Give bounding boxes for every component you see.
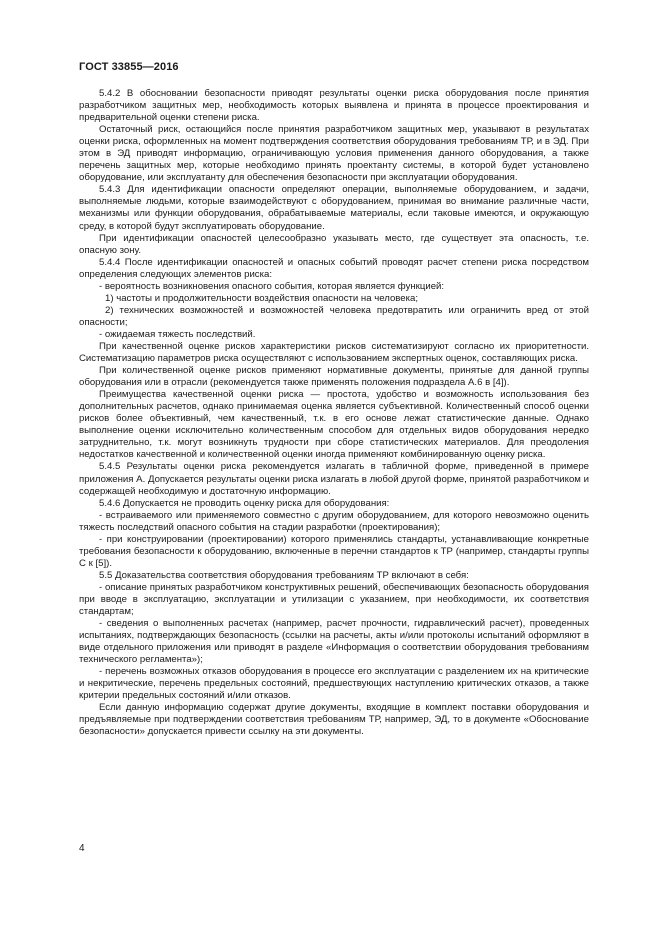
- list-item: - вероятность возникновения опасного события, которая является функцией:: [99, 280, 445, 292]
- paragraph-5-4-2: 5.4.2 В обосновании безопасности приводят результаты оценки риска оборудования после принятия разработчиком защитных мер, необходимость которых выявлена и принята в процессе проектирования и предварительной оценки степени риска.: [79, 88, 589, 124]
- list-item: 2) технических возможностей и возможностей человека предотвратить или ограничить вред от этой опасности;: [79, 304, 589, 328]
- paragraph-danger-zone: При идентификации опасностей целесообразно указывать место, где существует эта опасность, т.е. опасную зону.: [79, 232, 589, 256]
- paragraph-5-4-5: 5.4.5 Результаты оценки риска рекомендуется излагать в табличной форме, приведенной в примере приложения А. Допускается результаты оценки риска излагать в любой другой форме, принятой разработчиком и содержащей необходимую и достаточную информацию.: [79, 461, 589, 497]
- standard-header: ГОСТ 33855—2016: [79, 61, 179, 73]
- list-item: - встраиваемого или применяемого совместно с другим оборудованием, для которого невозможно оценить тяжесть последствий опасного события на стадии разработки (проектирования);: [79, 509, 589, 533]
- paragraph-5-4-3: 5.4.3 Для идентификации опасности определяют операции, выполняемые оборудованием, и задачи, выполняемые людьми, которые взаимодействуют с оборудованием, принимая во внимание различные части, механизмы или функции оборудования, обрабатываемые материалы, если таковые имеются, и окружающую среду, в которой будут эксплуатировать оборудование.: [79, 184, 589, 232]
- list-item: - описание принятых разработчиком конструктивных решений, обеспечивающих безопасность оборудования при вводе в эксплуатацию, эксплуатации и утилизации с указанием, при необходимости, их соответствия стандартам;: [79, 581, 589, 618]
- paragraph-advantages: Преимущества качественной оценки риска — простота, удобство и возможность использования без дополнительных расчетов, однако принимаемая оценка является субъективной. Количественный способ оценки рисков более объективный, чем качественный, т.к. в его основе лежат статистические данные. Однако выполнение оценки исключительно количественным способом для отдельных видов оборудования нередко затруднительно, т.к. могут возникнуть трудности при сборе статистических материалов. Для преодоления недостатков качественной и количественной оценки иногда применяют комбинированную оценку риска.: [79, 389, 589, 461]
- body-text: [79, 88, 589, 739]
- paragraph-5-5: 5.5 Доказательства соответствия оборудования требованиям ТР включают в себя:: [99, 569, 469, 581]
- list-item: - при конструировании (проектировании) которого применялись стандарты, устанавливающие конкретные требования безопасности к оборудованию, включенные в перечни стандартов к ТР (например, стандарты группы С к [5]).: [79, 533, 589, 569]
- list-item: 1) частоты и продолжительности воздействия опасности на человека;: [105, 292, 419, 304]
- paragraph-residual-risk: Остаточный риск, остающийся после принятия разработчиком защитных мер, указывают в результатах оценки риска, оформленных на момент подтверждения соответствия оборудования требованиям ТР, и в ЭД. При этом в ЭД приводят информацию, ограничивающую условия применения данного оборудования, а также перечень защитных мер, которые необходимо принять проектанту системы, в которой будет установлено оборудование, или эксплуатанту для обеспечения безопасности при эксплуатации оборудования.: [79, 124, 589, 184]
- list-item: - сведения о выполненных расчетах (например, расчет прочности, гидравлический расчет), проведенных испытаниях, подтверждающих безопасность (ссылки на расчеты, акты и/или протоколы испытаний оформляют в виде отдельного приложения или приводят в разделе «Информация о соответствии оборудования требованиям технического регламента»);: [79, 618, 589, 666]
- page-number: 4: [79, 843, 85, 854]
- paragraph-qualitative: При качественной оценке рисков характеристики рисков систематизируют согласно их приоритетности. Систематизацию параметров риска осуществляют с использованием экспертных оценок, составляющих риска.: [79, 340, 589, 365]
- paragraph-documents-reference: Если данную информацию содержат другие документы, входящие в комплект поставки оборудования и предъявляемые при подтверждении соответствия требованиям ТР, например, ЭД, то в документе «Обоснование безопасности» допускается привести ссылку на эти документы.: [79, 702, 589, 738]
- paragraph-quantitative: При количественной оценке рисков применяют нормативные документы, принятые для данной группы оборудования или в отрасли (рекомендуется также применять положения подраздела А.6 в [4]).: [79, 365, 589, 389]
- paragraph-5-4-4: 5.4.4 После идентификации опасностей и опасных событий проводят расчет степени риска посредством определения следующих элементов риска:: [79, 256, 589, 280]
- paragraph-5-4-6: 5.4.6 Допускается не проводить оценку риска для оборудования:: [99, 497, 390, 509]
- list-item: - перечень возможных отказов оборудования в процессе его эксплуатации с разделением их на критические и некритические, перечень предельных состояний, предшествующих наступлению критических отказов, а также критерии предельных состояний и/или отказов.: [79, 666, 589, 702]
- list-item: - ожидаемая тяжесть последствий.: [99, 328, 256, 340]
